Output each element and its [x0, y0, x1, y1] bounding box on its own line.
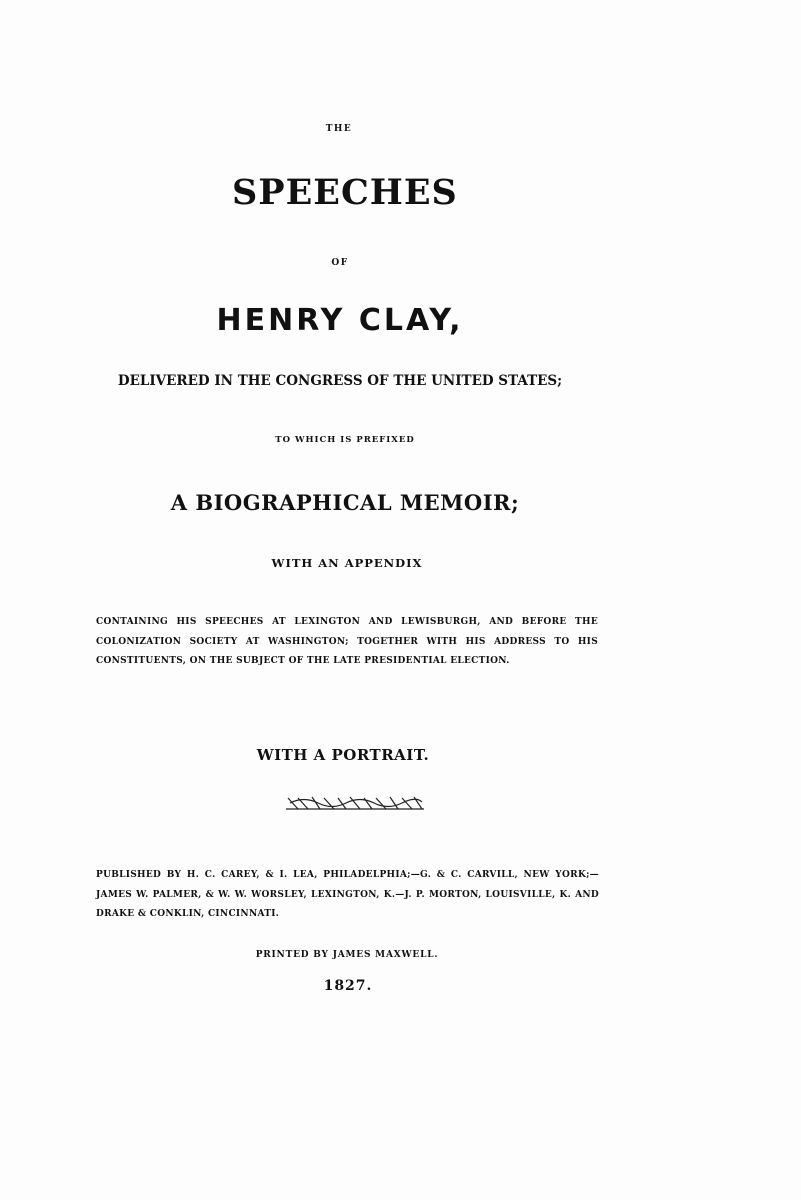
delivered-line: DELIVERED IN THE CONGRESS OF THE UNITED STATES; [117, 373, 563, 389]
title-article: THE [325, 124, 353, 134]
memoir-title: A BIOGRAPHICAL MEMOIR; [170, 490, 520, 515]
appendix-contents: CONTAINING HIS SPEECHES AT LEXINGTON AND LEWISBURGH, AND BEFORE THE COLONIZATION SOCIETY AT WASHINGTON; TOGETHER WITH HIS ADDRESS TO HIS CONSTITUENTS, ON THE SUBJECT OF THE LATE PRESIDENTIAL ELECTION. [96, 617, 598, 666]
portrait-line: WITH A PORTRAIT. [256, 746, 430, 764]
main-title: SPEECHES [232, 172, 458, 213]
title-of: OF [331, 258, 349, 268]
publication-year: 1827. [323, 978, 373, 994]
printer-ornament [284, 794, 426, 812]
printer-line: PRINTED BY JAMES MAXWELL. [255, 950, 439, 960]
prefixed-line: TO WHICH IS PREFIXED [275, 435, 415, 445]
author-name: HENRY CLAY, [216, 303, 464, 338]
publisher-imprint: PUBLISHED BY H. C. CAREY, & I. LEA, PHILADELPHIA;—G. & C. CARVILL, NEW YORK;—JAMES W. PALMER, & W. W. WORSLEY, LEXINGTON, K.—J. P. MORTON, LOUISVILLE, K. AND DRAKE & CONKLIN, CINCINNATI. [96, 870, 599, 919]
appendix-line: WITH AN APPENDIX [271, 556, 423, 570]
